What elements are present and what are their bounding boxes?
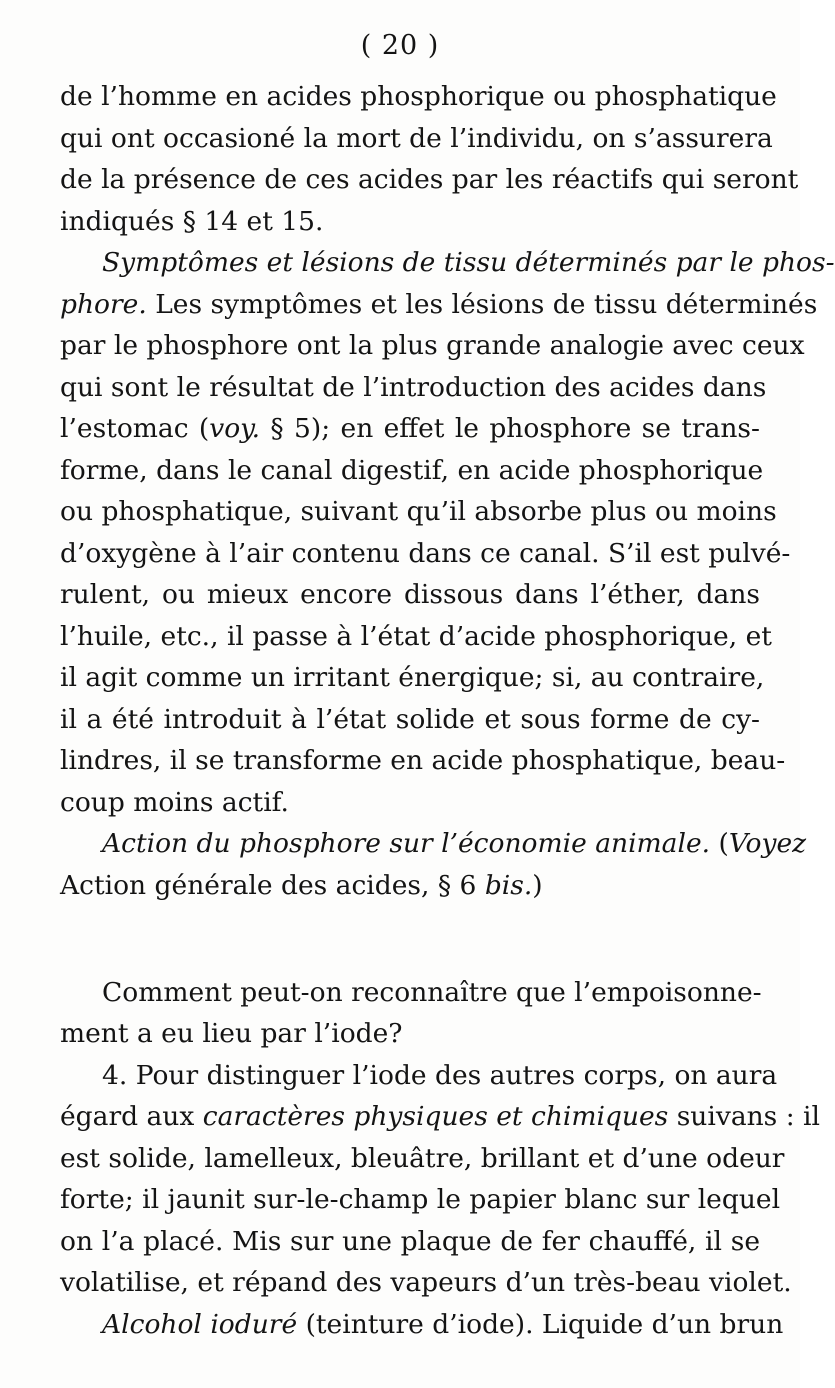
text-line [60, 284, 818, 326]
text-line: par le phosphore ont la plus grande analogie avec ceux [60, 330, 805, 361]
text-line: forte; il jaunit sur-le-champ le papier blanc sur lequel [60, 1184, 781, 1215]
text-span: ) [532, 869, 543, 901]
text-span: égard aux [60, 1101, 203, 1132]
italic-text: bis. [484, 869, 533, 901]
text-line [60, 865, 760, 907]
text-line: indiqués § 14 et 15. [60, 205, 324, 237]
text-line [60, 408, 760, 450]
italic-text: caractères physiques et chimiques [202, 1101, 669, 1132]
text-line: ment a eu lieu par l’iode? [60, 1018, 403, 1049]
text-span: l’estomac ( [60, 413, 210, 444]
italic-text: Action du phosphore sur l’économie animale. [102, 828, 711, 859]
text-span: § 5); en effet le phosphore se trans- [260, 413, 760, 444]
section-title-symptomes [60, 242, 835, 284]
text-line: forme, dans le canal digestif, en acide phosphorique [60, 454, 764, 486]
text-line: est solide, lamelleux, bleuâtre, brillant et d’une odeur [60, 1142, 785, 1174]
text-span: ( [710, 828, 729, 859]
text-span: suivans : il [668, 1101, 821, 1132]
text-line: volatilise, et répand des vapeurs d’un très-beau violet. [60, 1267, 792, 1298]
italic-text: phore. [60, 288, 147, 320]
text-line: Comment peut-on reconnaître que l’empoisonne- [102, 976, 762, 1008]
text-line: l’huile, etc., il passe à l’état d’acide phosphorique, et [60, 620, 772, 652]
text-line: ou phosphatique, suivant qu’il absorbe plus ou moins [60, 496, 777, 527]
text-line: on l’a placé. Mis sur une plaque de fer chauffé, il se [60, 1225, 760, 1257]
text-line: d’oxygène à l’air contenu dans ce canal. S’il est pulvé- [60, 537, 791, 569]
text-line: il agit comme un irritant énergique; si, au contraire, [60, 662, 765, 693]
text-line [60, 1304, 784, 1346]
text-span: Les symptômes et les lésions de tissu déterminés [146, 288, 818, 320]
body-text [60, 76, 835, 1345]
text-line: lindres, il se transforme en acide phosphatique, beau- [60, 745, 786, 776]
italic-text: Alcohol ioduré [102, 1308, 298, 1340]
text-line: de la présence de ces acides par les réactifs qui seront [60, 164, 799, 195]
text-line: qui ont occasioné la mort de l’individu, on s’assurera [60, 122, 773, 154]
text-line: coup moins actif. [60, 786, 289, 818]
italic-text: Symptômes et lésions de tissu déterminés par le phos- [102, 247, 835, 278]
section-heading-iode [60, 918, 760, 960]
italic-text: Voyez [728, 828, 807, 859]
text-span: Action générale des acides, § 6 [60, 869, 485, 901]
text-line: rulent, ou mieux encore dissous dans l’éther, dans [60, 579, 760, 610]
text-span: (teinture d’iode). Liquide d’un brun [297, 1308, 784, 1340]
section-title-action [60, 823, 807, 865]
text-line: il a été introduit à l’état solide et sous forme de cy- [60, 703, 760, 735]
text-line: de l’homme en acides phosphorique ou phosphatique [60, 81, 777, 112]
page-number: ( 20 ) [360, 30, 440, 61]
text-line: 4. Pour distinguer l’iode des autres corps, on aura [102, 1059, 778, 1091]
text-line [60, 1096, 821, 1138]
italic-text: voy. [209, 413, 261, 444]
text-line: qui sont le résultat de l’introduction des acides dans [60, 371, 767, 403]
